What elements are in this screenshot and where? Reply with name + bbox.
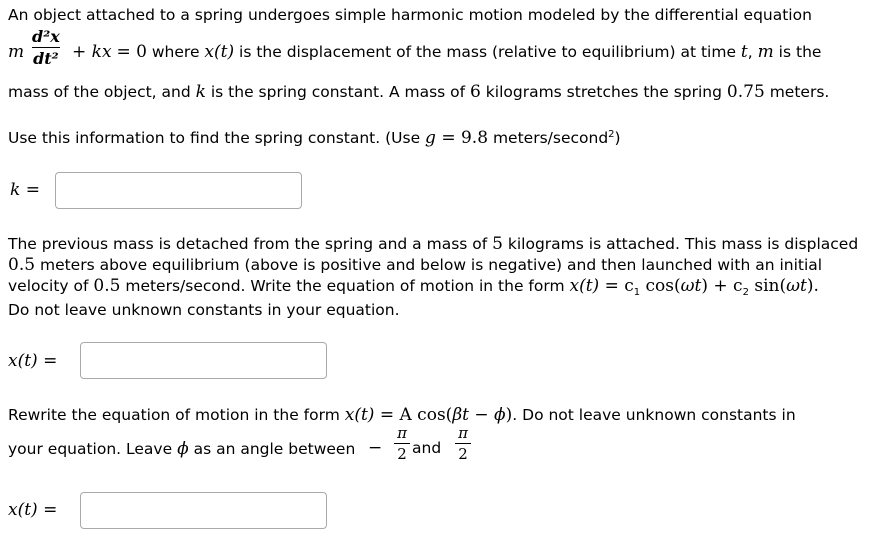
omega-t-2: ωt: [786, 276, 807, 296]
fraction-bar-1: [394, 443, 410, 444]
x-label-1-var: x(t): [8, 351, 38, 371]
part2-line4: [8, 301, 400, 319]
x-label-2-var: x(t): [8, 500, 38, 520]
g-units: meters/second: [488, 129, 609, 147]
p2-l3-b: meters/second. Write the equation of motion in the form: [120, 277, 570, 295]
form-equals-c: = c: [599, 276, 634, 296]
problem-intro: [8, 6, 812, 24]
neg-pi-over-2: [394, 424, 410, 463]
fraction-bar-2: [455, 443, 471, 444]
displacement-value: 0.5: [8, 255, 36, 275]
p3-l2-a: your equation. Leave: [8, 440, 178, 458]
use-info-a: Use this information to find the spring constant. (Use: [8, 129, 426, 147]
p3-equals-a: = A: [374, 405, 412, 425]
k-equals: =: [20, 180, 40, 200]
part2-line1: [8, 234, 858, 254]
p2-l2-b: meters above equilibrium (above is positive and below is negative) and then launched with an initial: [35, 256, 823, 274]
p2-l4: Do not leave unknown constants in your equation.: [8, 301, 400, 319]
beta-t: βt: [452, 405, 469, 425]
subscript-1: 1: [633, 287, 641, 299]
mass-stretch-line: [8, 82, 829, 102]
mass-variable: m: [8, 42, 25, 62]
line3-d: meters.: [764, 83, 830, 101]
phi-symbol-2: ϕ: [177, 439, 189, 459]
k-label-var: k: [10, 180, 21, 200]
k-variable: k: [195, 82, 206, 102]
negative-sign: −: [368, 438, 383, 458]
cos-sin-equation-input[interactable]: [80, 342, 327, 379]
part2-line3: [8, 276, 819, 298]
mass-variable-2: m: [757, 42, 774, 62]
omega-t-1: ωt: [680, 276, 702, 296]
time-variable: t: [740, 42, 748, 62]
subscript-2: 2: [742, 287, 749, 299]
superscript-2: 2: [608, 128, 615, 140]
mass-value: 6: [470, 82, 481, 102]
intro-text: An object attached to a spring undergoes simple harmonic motion modeled by the differential equation: [8, 6, 812, 24]
kx-term: + kx: [72, 42, 112, 62]
part3-line1: [8, 405, 796, 425]
g-value: = 9.8: [435, 128, 489, 148]
p3-cos: cos(: [411, 405, 453, 425]
use-info-line: [8, 128, 621, 148]
line3-a: mass of the object, and: [8, 83, 196, 101]
fraction-denominator: dt²: [33, 49, 59, 68]
fraction-numerator: d²x: [32, 27, 60, 46]
pi-numerator-2: π: [458, 424, 468, 442]
where-text: where: [146, 43, 205, 61]
amplitude-phase-equation-input[interactable]: [80, 492, 327, 529]
k-answer-input[interactable]: [55, 172, 302, 209]
p3-close: ): [505, 405, 513, 425]
x-label-2: [8, 500, 57, 520]
form-x-of-t: x(t): [569, 276, 600, 296]
p2-l1-a: The previous mass is detached from the spring and a mass of: [8, 235, 493, 253]
x-label-1: [8, 351, 57, 371]
x-of-t: x(t): [204, 42, 235, 62]
equation-line: [8, 42, 821, 62]
p3-l2-b: as an angle between: [188, 440, 356, 458]
pi-over-2: [455, 424, 471, 463]
pi-denominator-2: 2: [458, 445, 468, 463]
close-paren: ): [614, 129, 621, 147]
comma: ,: [747, 43, 758, 61]
p3-l1-b: . Do not leave unknown constants in: [512, 406, 796, 424]
line3-b: is the spring constant. A mass of: [205, 83, 471, 101]
p3-minus: −: [468, 405, 495, 425]
new-mass-value: 5: [492, 234, 503, 254]
and-text: and: [412, 439, 442, 457]
g-variable: g: [425, 128, 436, 148]
p2-l3-a: velocity of: [8, 277, 94, 295]
sin-func: sin(: [748, 276, 787, 296]
velocity-value: 0.5: [93, 276, 121, 296]
stretch-value: 0.75: [726, 82, 765, 102]
x-equals-2: =: [37, 500, 58, 520]
equals-zero: = 0: [116, 42, 147, 62]
p2-l1-b: kilograms is attached. This mass is displaced: [502, 235, 859, 253]
pi-denominator-1: 2: [397, 445, 407, 463]
form-end: ).: [806, 276, 819, 296]
part2-line2: [8, 255, 822, 275]
plus-c: ) + c: [701, 276, 743, 296]
k-label: [10, 180, 40, 200]
line3-c: kilograms stretches the spring: [480, 83, 727, 101]
pi-numerator-1: π: [397, 424, 407, 442]
displacement-text: is the displacement of the mass (relative to equilibrium) at time: [234, 43, 741, 61]
phi-symbol: ϕ: [494, 405, 506, 425]
p3-l1-a: Rewrite the equation of motion in the form: [8, 406, 345, 424]
part3-line2: [8, 439, 355, 459]
is-the-text: is the: [773, 43, 822, 61]
x-equals-1: =: [37, 351, 58, 371]
p3-x-of-t: x(t): [344, 405, 375, 425]
cos-func: cos(: [640, 276, 681, 296]
